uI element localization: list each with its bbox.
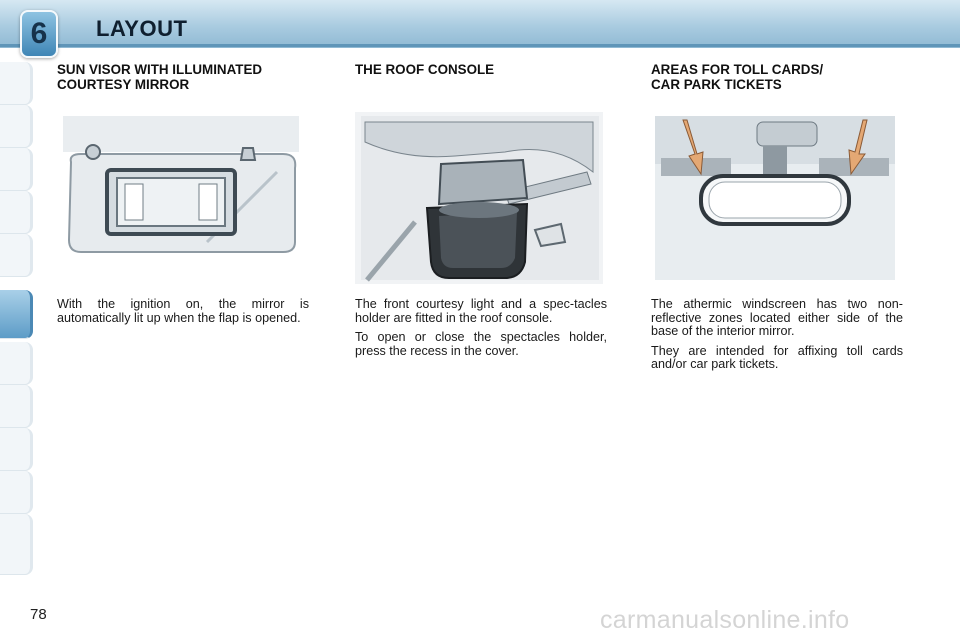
chapter-tab-10[interactable]: [0, 471, 33, 514]
chapter-tab-11[interactable]: [0, 514, 33, 575]
chapter-tab-5[interactable]: [0, 234, 33, 277]
windscreen-mirror-illustration: [651, 112, 899, 284]
chapter-tab-3[interactable]: [0, 148, 33, 191]
section-title: SUN VISOR WITH ILLUMINATED COURTESY MIRROR: [57, 62, 263, 92]
chapter-tab-7[interactable]: [0, 342, 33, 385]
chapter-tab-2[interactable]: [0, 105, 33, 148]
roof-console-illustration: [355, 112, 603, 284]
section-body: The front courtesy light and a spec-tacles holder are fitted in the roof console. To open or close the spectacles holder, press the recess in the cover.: [355, 297, 607, 358]
chapter-tab-strip: [0, 62, 34, 582]
section-title: THE ROOF CONSOLE: [355, 62, 495, 77]
chapter-tab-6-active[interactable]: [0, 290, 33, 339]
chapter-tab-4[interactable]: [0, 191, 33, 234]
section-roof-console: [355, 62, 607, 358]
section-sun-visor: [57, 62, 309, 325]
chapter-tab-1[interactable]: [0, 62, 33, 105]
section-body: The athermic windscreen has two non-reflective zones located either side of the base of the interior mirror. They are intended for affixing toll cards and/or car park tickets.: [651, 297, 903, 372]
section-title: AREAS FOR TOLL CARDS/ CAR PARK TICKETS: [651, 62, 824, 92]
chapter-tab-8[interactable]: [0, 385, 33, 428]
section-toll-cards: [651, 62, 903, 372]
chapter-badge: 6: [20, 10, 58, 58]
page-title: LAYOUT: [96, 16, 188, 41]
watermark: carmanualsonline.info: [600, 606, 850, 634]
sun-visor-illustration: [57, 112, 305, 284]
section-body: With the ignition on, the mirror is automatically lit up when the flap is opened.: [57, 297, 309, 325]
chapter-tab-9[interactable]: [0, 428, 33, 471]
header-divider: [0, 44, 960, 47]
page-number: 78: [30, 606, 47, 623]
